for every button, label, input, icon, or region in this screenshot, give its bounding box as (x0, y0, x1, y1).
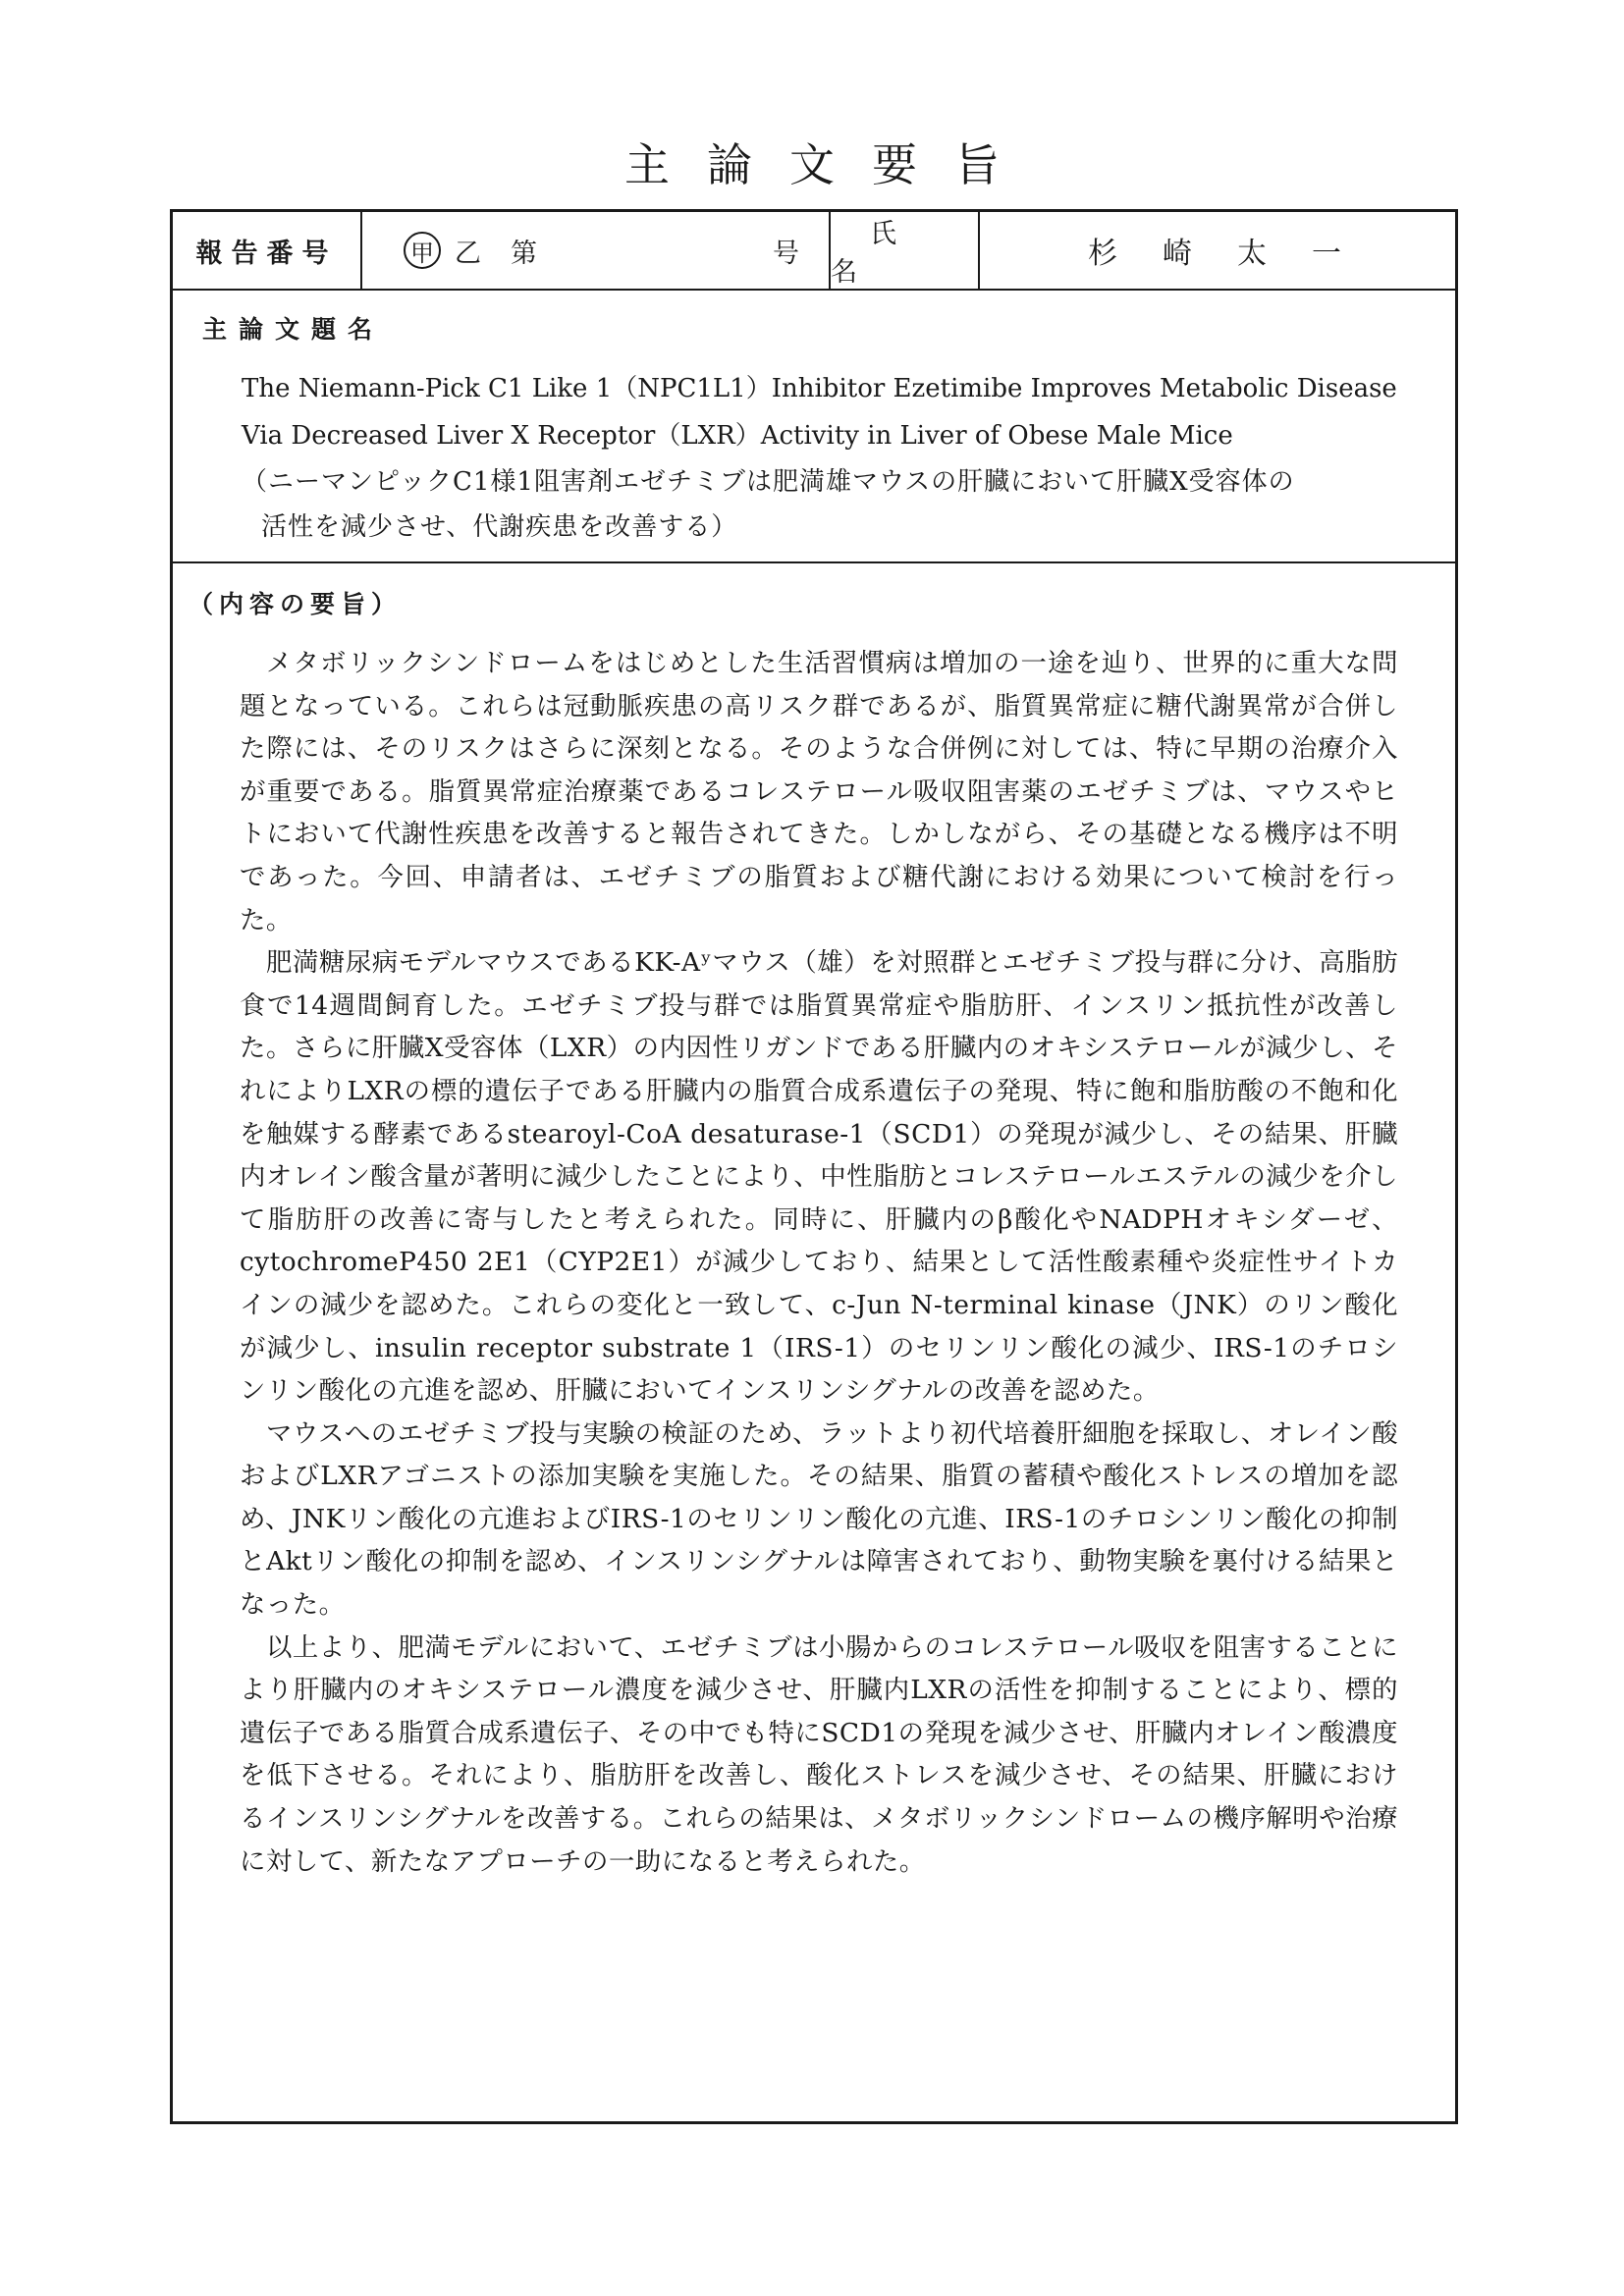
gou-mark: 号 (773, 238, 799, 269)
report-number-field (362, 212, 831, 289)
name-label: 氏名 (831, 212, 980, 289)
thesis-title-heading: 主論文題名 (202, 315, 385, 344)
thesis-title-section (173, 291, 1455, 563)
summary-heading: （内容の要旨） (189, 590, 403, 618)
thesis-title-en-line-1: The Niemann-Pick C1 Like 1（NPC1L1）Inhibitor Ezetimibe Improves Metabolic Disease (242, 374, 1397, 403)
author-name: 杉崎太一 (1088, 237, 1386, 271)
thesis-title-japanese (242, 459, 1400, 550)
thesis-title-en-line-2: Via Decreased Liver X Receptor（LXR）Activity in Liver of Obese Male Mice (242, 421, 1233, 451)
abstract-form (170, 209, 1458, 2124)
summary-paragraph: メタボリックシンドロームをはじめとした生活習慣病は増加の一途を辿り、世界的に重大な問題となっている。これらは冠動脈疾患の高リスク群であるが、脂質異常症に糖代謝異常が合併した際には、そのリスクはさらに深刻となる。そのような合併例に対しては、特に早期の治療介入が重要である。脂質異常症治療薬であるコレステロール吸収阻害薬のエゼチミブは、マウスやヒトにおいて代謝性疾患を改善すると報告されてきた。しかしながら、その基礎となる機序は不明であった。今回、申請者は、エゼチミブの脂質および糖代謝における効果について検討を行った。 (240, 648, 1398, 935)
kou-circled-mark: 甲 (404, 232, 441, 269)
summary-paragraph: 以上より、肥満モデルにおいて、エゼチミブは小腸からのコレステロール吸収を阻害することにより肝臓内のオキシステロール濃度を減少させ、肝臓内LXRの活性を抑制することにより、標的遺伝子である脂質合成系遺伝子、その中でも特にSCD1の発現を減少させ、肝臓内オレイン酸濃度を低下させる。それにより、脂肪肝を改善し、酸化ストレスを減少させ、その結果、肝臓におけるインスリンシグナルを改善する。これらの結果は、メタボリックシンドロームの機序解明や治療に対して、新たなアプローチの一助になると考えられた。 (240, 1631, 1398, 1877)
summary-paragraph: マウスへのエゼチミブ投与実験の検証のため、ラットより初代培養肝細胞を採取し、オレイン酸およびLXRアゴニストの添加実験を実施した。その結果、脂質の蓄積や酸化ストレスの増加を認め、JNKリン酸化の亢進およびIRS-1のセリンリン酸化の亢進、IRS-1のチロシンリン酸化の抑制とAktリン酸化の抑制を認め、インスリンシグナルは障害されており、動物実験を裏付ける結果となった。 (240, 1417, 1398, 1621)
summary-body (240, 642, 1398, 1883)
page-title: 主論文要旨 (624, 138, 1037, 191)
otsu-mark: 乙 (455, 238, 481, 269)
report-number-label: 報告番号 (173, 212, 362, 289)
thesis-title-ja-line-1: （ニーマンピックC1様1阻害剤エゼチミブは肥満雄マウスの肝臓において肝臓X受容体の (242, 467, 1295, 497)
summary-paragraph: 肥満糖尿病モデルマウスであるKK-Aʸマウス（雄）を対照群とエゼチミブ投与群に分け、高脂肪食で14週間飼育した。エゼチミブ投与群では脂質異常症や脂肪肝、インスリン抵抗性が改善した。さらに肝臓X受容体（LXR）の内因性リガンドである肝臓内のオキシステロールが減少し、それによりLXRの標的遺伝子である肝臓内の脂質合成系遺伝子の発現、特に飽和脂肪酸の不飽和化を触媒する酵素であるstearoyl-CoA desaturase-1（SCD1）の発現が減少し、その結果、肝臓内オレイン酸含量が著明に減少したことにより、中性脂肪とコレステロールエステルの減少を介して脂肪肝の改善に寄与したと考えられた。同時に、肝臓内のβ酸化やNADPHオキシダーゼ、cytochromeP450 2E1（CYP2E1）が減少しており、結果として活性酸素種や炎症性サイトカインの減少を認めた。これらの変化と一致して、c-Jun N-terminal kinase（JNK）のリン酸化が減少し、insulin receptor substrate 1（IRS-1）のセリンリン酸化の減少、IRS-1のチロシンリン酸化の亢進を認め、肝臓においてインスリンシグナルの改善を認めた。 (240, 947, 1398, 1407)
report-number-row (173, 212, 1455, 291)
dai-mark: 第 (511, 238, 537, 269)
thesis-title-english (242, 365, 1397, 459)
thesis-title-ja-line-2: 活性を減少させ、代謝疾患を改善する） (261, 512, 738, 542)
